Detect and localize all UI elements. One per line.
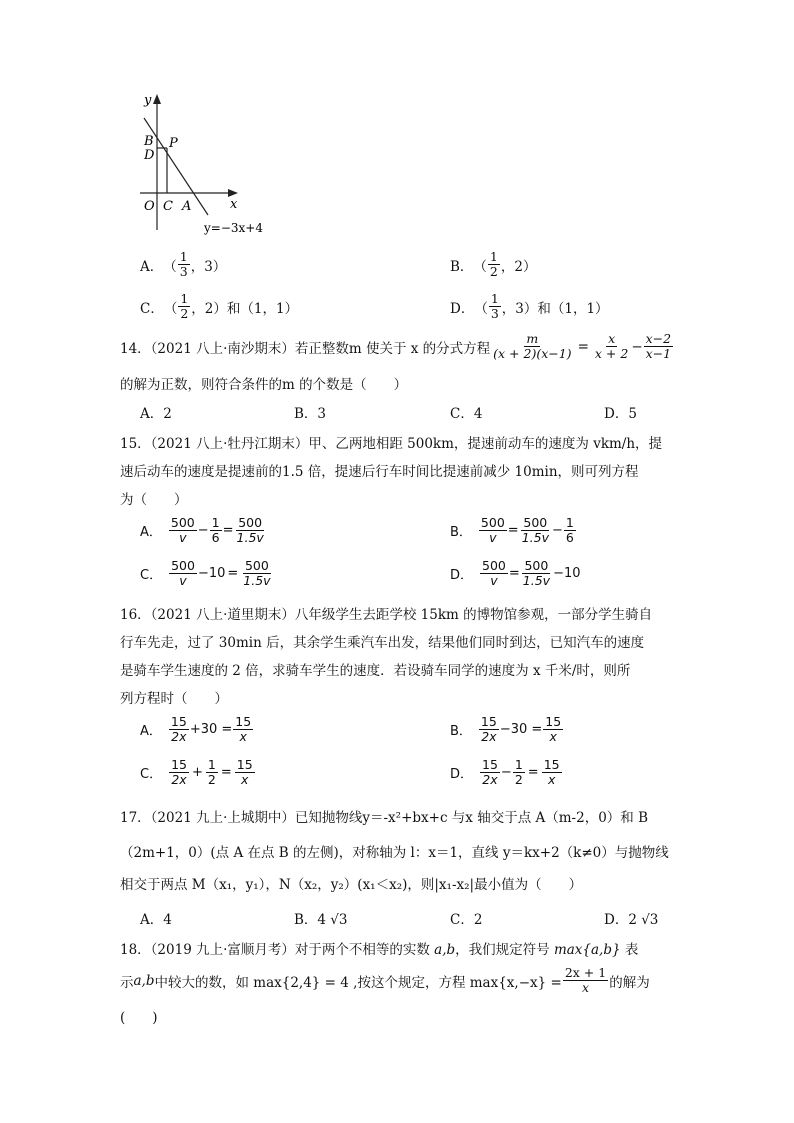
q15-option-c: C． $\frac{500}{v}$ −10 = $\frac{500}{1.5v}$ [140,558,271,588]
q18-stem-1: 18．（2019 九上·富顺月考）对于两个不相等的实数 a,b，我们规定符号 max{a,b} 表 [120,942,639,958]
q14-stem-2: 的解为正数，则符合条件的m 的个数是（ ） [120,377,408,393]
q16-stem-1: 16．（2021 八上·道里期末）八年级学生去距学校 15km 的博物馆参观，一部分学生骑自 [120,607,653,623]
q18-stem-2: 示 a,b 中较大的数，如 max{2,4} = 4 ,按这个规定，方程 max{x,−x} = $\frac{2x + 1}{x}$ 的解为 [120,965,650,995]
q16-option-d: D． $\frac{15}{2x}$ − $\frac{1}{2}$ = $\frac{15}{x}$ [450,757,560,787]
q13-option-b: B． （ $\frac{1}{2}$ ，2） [450,249,537,279]
label-C: C [163,199,173,214]
q13-option-a: A． （ $\frac{1}{3}$ ，3） [140,249,227,279]
q16-stem-4: 列方程时（ ） [120,691,228,707]
label-A: A [182,199,192,214]
q16-stem-2: 行车先走，过了 30min 后，其余学生乘汽车出发，结果他们同时到达，已知汽车的速度 [120,635,645,651]
label-x: x [230,197,238,212]
q16-option-a: A． $\frac{15}{2x}$ +30 = $\frac{15}{x}$ [140,714,252,744]
q18-stem-3: ( ) [120,1010,158,1026]
q17-option-a: A．4 [140,912,172,928]
q17-option-d: D．2 √3 [604,912,659,928]
q15-stem-2: 速后动车的速度是提速前的1.5 倍，提速后行车时间比提速前减少 10min，则可列方程 [120,464,639,480]
q13-option-d: D． （ $\frac{1}{3}$ ，3）和（1，1） [450,291,609,321]
q14-option-b: B．3 [294,406,327,422]
q14-option-d: D．5 [604,406,637,422]
label-O: O [144,199,155,214]
q17-stem-2: （2m+1，0）(点 A 在点 B 的左侧)，对称轴为 l：x＝1，直线 y＝kx+2（k≠0）与抛物线 [120,845,669,861]
q15-option-d: D． $\frac{500}{v}$ = $\frac{500}{1.5v}$ −10 [450,558,581,588]
equation-label: y=−3x+4 [204,221,263,235]
label-P: P [169,136,178,151]
label-y: y [144,93,152,108]
q17-option-b: B．4 √3 [294,912,348,928]
label-B: B [144,134,154,149]
q15-option-b: B． $\frac{500}{v}$ = $\frac{500}{1.5v}$ − $\frac{1}{6}$ [450,515,574,545]
q16-stem-3: 是骑车学生速度的 2 倍，求骑车学生的速度．若设骑车同学的速度为 x 千米/时，则所 [120,663,631,679]
q16-option-c: C． $\frac{15}{2x}$ + $\frac{1}{2}$ = $\frac{15}{x}$ [140,757,253,787]
q14-option-c: C．4 [450,406,483,422]
label-D: D [144,148,155,163]
q15-stem-1: 15．（2021 八上·牡丹江期末）甲、乙两地相距 500km，提速前动车的速度为 vkm/h，提 [120,436,663,452]
q17-option-c: C．2 [450,912,483,928]
q14-stem: 14．（2021 八上·南沙期末）若正整数m 使关于 x 的分式方程 $\frac{m}{(x + 2)(x-1)}$ = $\frac{x}{x + 2}$ − $\frac{x-2}{x-1}$ [120,331,672,361]
q16-option-b: B． $\frac{15}{2x}$ −30 = $\frac{15}{x}$ [450,714,562,744]
q17-stem-1: 17．（2021 九上·上城期中）已知抛物线y＝-x²+bx+c 与x 轴交于点 A（m-2，0）和 B [120,810,649,826]
q15-stem-3: 为（ ） [120,492,188,508]
coordinate-figure [130,90,290,240]
q17-stem-3: 相交于两点 M（x₁，y₁），N（x₂，y₂）(x₁＜x₂)，则|x₁-x₂|最小值为（ ） [120,877,583,893]
q14-option-a: A．2 [140,406,172,422]
q13-option-c: C． （ $\frac{1}{2}$ ，2）和（1，1） [140,291,299,321]
q15-option-a: A． $\frac{500}{v}$ − $\frac{1}{6}$ = $\frac{500}{1.5v}$ [140,515,264,545]
